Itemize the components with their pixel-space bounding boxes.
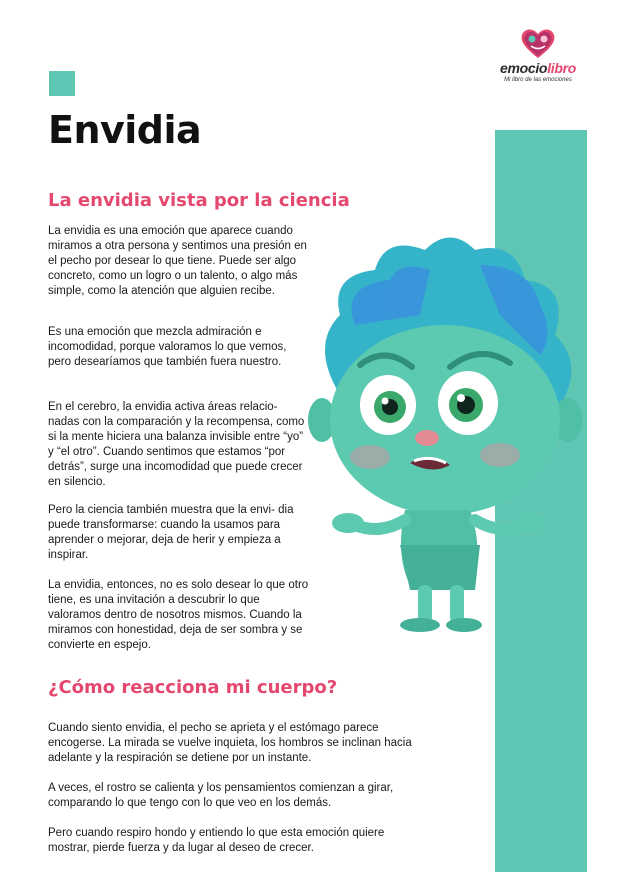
paragraph: Pero la ciencia también muestra que la envi- dia puede transformarse: cuando la usamos para aprender o mejorar, deja de herir y empieza a inspirar. — [48, 504, 294, 561]
decorative-square — [49, 71, 75, 96]
paragraph: La envidia es una emoción que aparece cuando miramos a otra persona y sentimos una presión en el pecho por desear lo que tiene. Puede ser algo concreto, como un logro o un talento, o algo más simple, como la atención que alguien recibe. — [48, 225, 307, 297]
paragraph: Cuando siento envidia, el pecho se aprieta y el estómago parece encogerse. La mirada se vuelve inquieta, los hombros se inclinan hacia adelante y la respiración se detiene por un instante. — [48, 722, 412, 764]
paragraph: Pero cuando respiro hondo y entiendo lo que esta emoción quiere mostrar, pierde fuerza y da lugar al deseo de crecer. — [48, 827, 385, 854]
paragraph: En el cerebro, la envidia activa áreas relacio- nadas con la comparación y la recompensa, como si la mente hiciera una balanza invisible entre “yo” y “el otro”. Cuando sentimos que estamos “por detrás”, surge una incomodidad que puede crecer en silencio. — [48, 401, 305, 488]
envy-character-illustration — [300, 225, 590, 635]
brand-name: emociolibro — [499, 60, 577, 76]
paragraph: Es una emoción que mezcla admiración e incomodidad, porque valoramos lo que vemos, pero desearíamos que también fuera nuestro. — [48, 326, 287, 368]
section-body-heading: ¿Cómo reacciona mi cuerpo? — [48, 677, 338, 698]
heart-logo-icon — [519, 26, 557, 60]
brand-tagline: Mi libro de las emociones — [504, 77, 572, 83]
paragraph: A veces, el rostro se calienta y los pensamientos comienzan a girar, comparando lo que tengo con lo que veo en los demás. — [48, 782, 394, 809]
section-science-heading: La envidia vista por la ciencia — [48, 190, 350, 211]
page-title: Envidia — [48, 108, 202, 152]
brand-logo — [488, 26, 588, 84]
paragraph: La envidia, entonces, no es solo desear lo que otro tiene, es una invitación a descubrir lo que valoramos dentro de nosotros mismos. Cuando la miramos con honestidad, deja de ser sombra y se convierte en espejo. — [48, 579, 309, 651]
